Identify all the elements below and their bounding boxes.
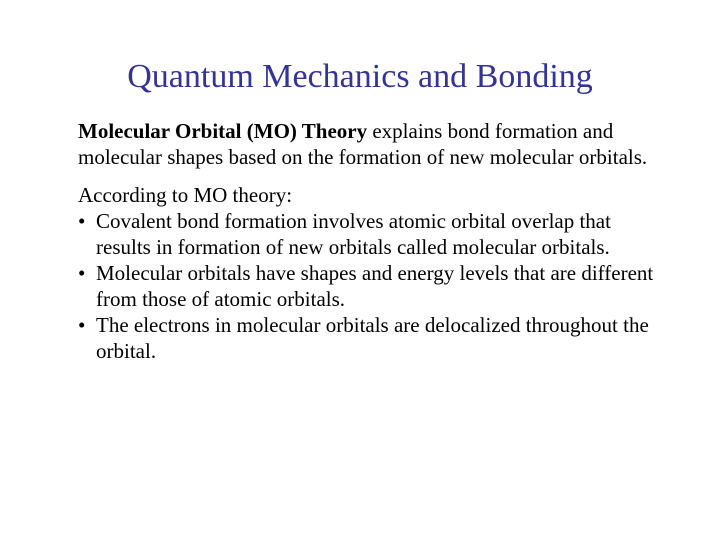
bullet-item: [78, 312, 658, 364]
bullet-list: [78, 208, 658, 364]
lead-text: According to MO theory:: [78, 183, 293, 207]
bullet-text: The electrons in molecular orbitals are delocalized throughout the orbital.: [96, 313, 649, 363]
bullet-icon: •: [78, 209, 86, 233]
intro-paragraph: [78, 118, 658, 170]
slide-title: Quantum Mechanics and Bonding: [127, 58, 593, 95]
bullet-text: Covalent bond formation involves atomic orbital overlap that results in formation of new orbitals called molecular orbitals.: [96, 209, 611, 259]
intro-text: explains bond formation and molecular shapes based on the formation of new molecular orbitals.: [78, 119, 648, 169]
bullet-icon: •: [78, 313, 86, 337]
bullet-item: [78, 208, 658, 260]
bullet-icon: •: [78, 261, 86, 285]
bullet-text: Molecular orbitals have shapes and energy levels that are different from those of atomic orbitals.: [96, 261, 654, 311]
slide-body: [78, 118, 658, 364]
intro-term: Molecular Orbital (MO) Theory: [78, 119, 368, 143]
bullet-item: [78, 260, 658, 312]
